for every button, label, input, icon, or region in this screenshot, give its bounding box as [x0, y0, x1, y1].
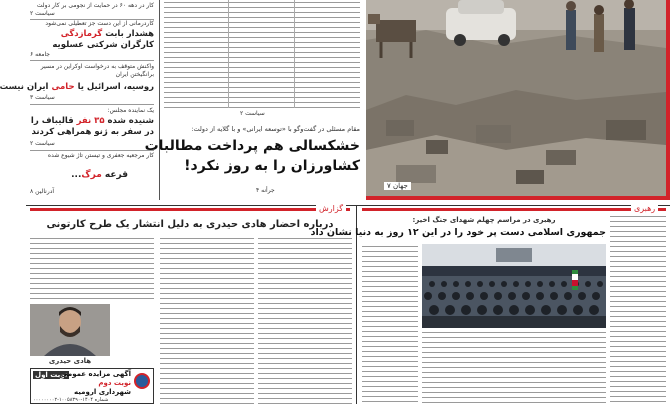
ad-notice: نوبت اول	[35, 371, 68, 379]
ceremony-photo	[422, 244, 606, 328]
index-item-5-kicker: کار مرجعیه جعفری و تیستن تاژ شیوع شده	[47, 152, 154, 159]
center-story-kicker: مقام مسئلی در گفت‌وگو با «توسعه ایرانی» و با گلایه از دولت:	[191, 125, 360, 133]
center-story-headline-2[interactable]: کشاورزان را به روز نکرد!	[184, 158, 360, 174]
index-item-5-page[interactable]: آدرنالین ۸	[30, 188, 55, 195]
index-item-2-kicker: کاردرمانی از این دست جز تعطیلی نمی‌شود	[45, 20, 154, 27]
ad-ref: شماره ۱۴۰۴-۱۰۰۵۸۳۹۰-۰۰۰۰۰۰۰۰۲	[33, 397, 109, 403]
bottom-right-headline[interactable]: جمهوری اسلامی دست پر خود را در این ۱۲ روز به دنیا نشان داد	[310, 227, 606, 238]
rubble-scene	[366, 0, 666, 196]
index-item-3-title-b: حامی	[51, 82, 75, 92]
portrait-illustration	[30, 304, 110, 356]
headline-index-column	[0, 0, 158, 200]
index-item-1-page[interactable]: سیاست ۲	[30, 10, 55, 17]
ad-line-3: شهرداری ارومیه	[74, 388, 131, 396]
index-item-2-title-a: هشدار بابت	[102, 29, 154, 39]
column-rule	[159, 0, 160, 200]
bottom-right-text-col-b	[422, 330, 606, 404]
bottom-left-headline[interactable]: درباره احضار هادی حیدری به دلیل انتشار یک طرح کارتونی	[46, 219, 334, 230]
index-item-2-page[interactable]: جامعه ۶	[30, 51, 51, 58]
index-item-3-title[interactable]	[0, 82, 154, 93]
index-item-2-title-b: گرمازدگی	[60, 29, 103, 39]
index-item-4-title-b: ۳۵ نفر	[76, 116, 105, 126]
index-item-4-title[interactable]	[28, 116, 154, 138]
index-item-2-title[interactable]	[28, 29, 154, 51]
center-col-page-ref[interactable]: سیاست ۲	[240, 110, 265, 117]
ad-line-2: نوبت دوم	[98, 379, 131, 387]
index-item-4-title-a: شنیده شده	[104, 116, 154, 126]
bottom-right-redbar	[362, 208, 666, 211]
bottom-left-text-right	[258, 236, 352, 404]
index-item-3-title-c: ایران نیست	[0, 82, 52, 92]
index-item-4-page[interactable]: سیاست ۲	[30, 140, 55, 147]
index-item-1-kicker: کار در دهه ۶۰ در حمایت از نجومی بر کار دولت	[36, 2, 154, 9]
index-item-5-title-c: ...	[71, 170, 82, 180]
index-item-3-title-a: روسیه، اسرائیل یا	[74, 82, 154, 92]
author-name: هادی حیدری	[48, 357, 92, 365]
bottom-left-text-mid	[160, 236, 254, 404]
author-photo	[30, 304, 110, 356]
index-item-5-title-b: مرگ	[81, 170, 102, 180]
bottom-left-redbar	[30, 208, 350, 211]
index-item-5-title[interactable]	[71, 170, 128, 181]
index-item-4-title-c: قالیباف را	[30, 116, 77, 126]
ad-box[interactable]	[30, 368, 154, 404]
index-item-3-page[interactable]: سیاست ۳	[30, 94, 55, 101]
bottom-right-tag[interactable]: رهبری	[631, 204, 658, 213]
center-story-headline-1[interactable]: خشکسالی هم پرداخت مطالبات	[144, 138, 360, 154]
center-story-page[interactable]: جرأنه ۴	[256, 187, 275, 194]
photo-caption[interactable]: جهان ۷	[384, 182, 411, 190]
bottom-right-text-main	[610, 214, 666, 404]
index-item-4-title-d: در سفر به ژنو همراهی کردند	[31, 127, 154, 137]
bottom-left-tag[interactable]: گزارش	[316, 204, 346, 213]
bottom-right-kicker: رهبری در مراسم چهلم شهدای جنگ اخیر:	[412, 216, 556, 224]
ad-logo-icon	[134, 373, 150, 389]
section-divider	[26, 205, 670, 206]
index-item-5-title-a: قرعه	[101, 170, 128, 180]
ad-line-1: آگهی مزایده عمومی	[60, 370, 131, 378]
crowd-scene	[422, 244, 606, 328]
body-text-columns	[164, 0, 360, 108]
index-item-3-kicker: واکنش متوقف به درخواست اوکراین در مسیر برانگیختن ایران	[40, 63, 154, 78]
bottom-right-text-col-a	[362, 244, 418, 404]
bottom-left-text-left	[30, 236, 154, 302]
index-item-4-kicker: یک نماینده مجلس:	[107, 107, 154, 114]
index-item-2-title-c: کارگران شرکتی عسلویه	[52, 40, 154, 50]
lead-photo	[366, 0, 670, 200]
